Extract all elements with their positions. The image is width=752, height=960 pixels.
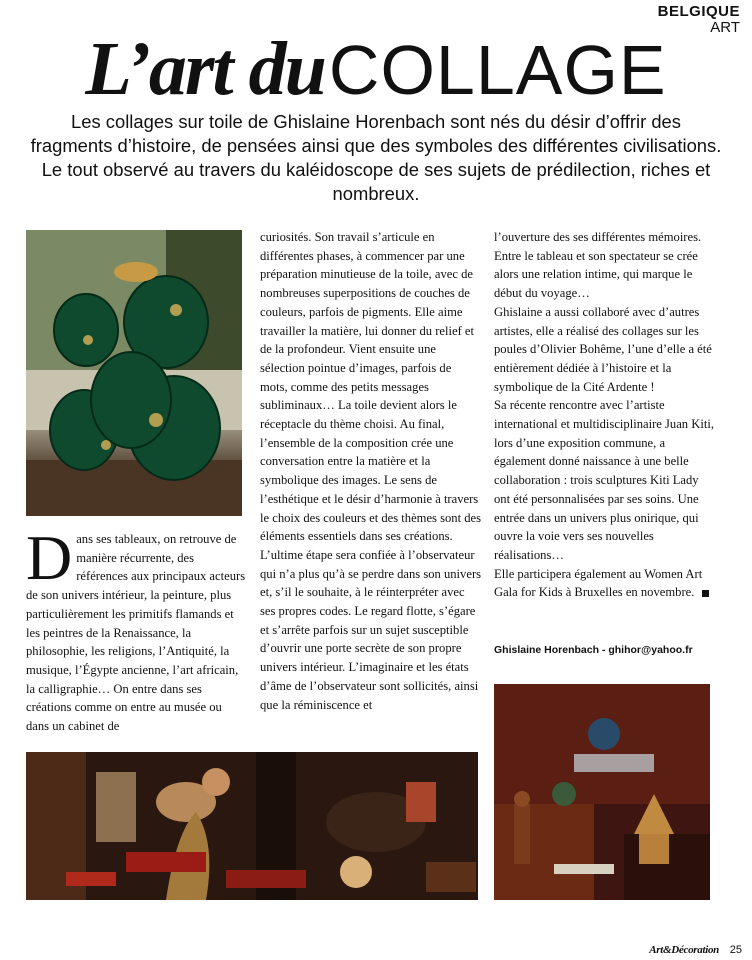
column-3-paragraph-3: Sa récente rencontre avec l’artiste international et multidisciplinaire Juan Kiti, lors d’une exposition commune, a également donné naissance à une belle collaboration : trois sculptures Kiti Lady ont été personnalisées par ses soins. Une entrée dans un univers plus onirique, qui ouvre la voie vers ses nouvelles réalisations… xyxy=(494,398,714,562)
section-category: ART xyxy=(710,19,740,36)
lead-paragraph: Les collages sur toile de Ghislaine Horenbach sont nés du désir d’offrir des fragments d’histoire, de pensées ainsi que des symboles des différentes civilisations. Le tout observé au travers du kaléidoscope de ses sujets de prédilection, riches et nombreux. xyxy=(30,111,722,204)
collage-artwork-red xyxy=(494,684,710,900)
title-part1: L’art du xyxy=(85,27,325,111)
dropcap: D xyxy=(26,522,73,593)
sculpture-photo xyxy=(26,230,242,516)
page-footer xyxy=(649,944,742,956)
column-1-text: ans ses tableaux, on retrouve de manière récurrente, des références aux principaux acteurs de son univers intérieur, la peinture, plus particulièrement les primitifs flamands et les peintres de la Renaissance, la philosophie, les religions, l’Antiquité, la musique, l’Égypte ancienne, l’art africain, la calligraphie… On entre dans ses créations comme on entre au musée ou dans un cabinet de xyxy=(26,532,246,734)
column-1 xyxy=(26,522,246,736)
collage-artwork-wide xyxy=(26,752,478,900)
article-title xyxy=(0,26,752,113)
artist-credit: Ghislaine Horenbach - ghihor@yahoo.fr xyxy=(494,644,693,656)
column-3-paragraph-1: l’ouverture des ses différentes mémoires. Entre le tableau et son spectateur se crée alors une relation intime, qui marque le début du voyage… xyxy=(494,230,702,301)
column-3-paragraph-4: Elle participera également au Women Art Gala for Kids à Bruxelles en novembre. xyxy=(494,566,703,600)
column-2 xyxy=(260,228,482,714)
column-2-text: curiosités. Son travail s’articule en différentes phases, à commencer par une préparation minutieuse de la toile, avec de nombreuses superpositions de couches de couleurs, parfois de pigments. Elle aime travailler la matière, lui donner du relief et de la profondeur. Vient ensuite une sélection pointue d’images, parfois de mots, comme des petits messages subliminaux… La toile devient alors le réceptacle du thème choisi. Au final, l’ensemble de la composition crée une conversation entre la matière et la symbolique des images. Le sens de l’esthétique et le désir d’harmonie à travers le choix des couleurs et des thèmes sont des éléments essentiels dans ses créations. L’ultime étape sera confiée à l’observateur qui n’a plus qu’à se perdre dans son univers et, s’il le souhaite, à le réinterpréter avec ses propres codes. Le regard flotte, s’égare et s’arrête parfois sur un sujet susceptible d’ouvrir une porte secrète de son propre univers intérieur. L’imaginaire et les états d’âme de l’observateur sont sollicités, ainsi que la réminiscence et xyxy=(260,230,482,712)
column-3-paragraph-2: Ghislaine a aussi collaboré avec d’autres artistes, elle a réalisé des collages sur les poules d’Olivier Bohême, l’une d’elle a été entièrement dédiée à l’histoire et la symbolique de la Cité Ardente ! xyxy=(494,304,712,394)
page-number: 25 xyxy=(729,944,742,956)
end-mark xyxy=(702,590,709,597)
column-3 xyxy=(494,228,716,602)
section-country: BELGIQUE xyxy=(657,3,740,20)
title-part2: COLLAGE xyxy=(328,31,667,109)
magazine-name: Art&Décoration xyxy=(649,944,719,956)
